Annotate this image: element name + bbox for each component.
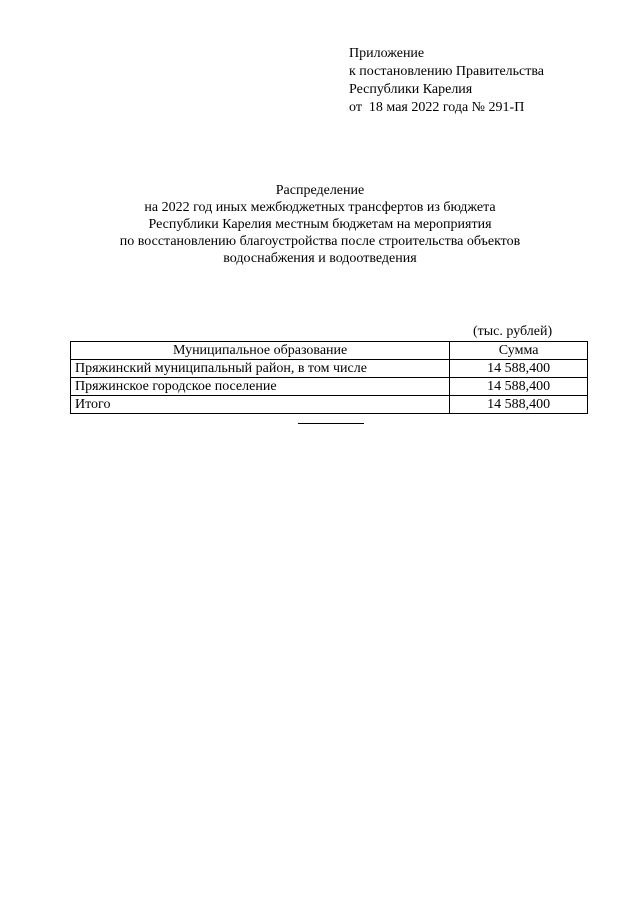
table-row-total bbox=[71, 396, 588, 414]
table-row bbox=[71, 360, 588, 378]
title-line-1: Распределение bbox=[275, 183, 365, 198]
title-line-3: Республики Карелия местным бюджетам на мероприятия bbox=[148, 217, 492, 232]
header-municipality: Муниципальное образование bbox=[71, 342, 450, 360]
annex-line-1: Приложение bbox=[349, 46, 425, 61]
distribution-table bbox=[70, 341, 588, 414]
row-municipality: Пряжинский муниципальный район, в том числе bbox=[71, 360, 450, 378]
annex-block bbox=[349, 45, 544, 117]
row-sum: 14 588,400 bbox=[450, 396, 588, 414]
title-line-4: по восстановлению благоустройства после строительства объектов bbox=[119, 234, 521, 249]
row-municipality: Итого bbox=[71, 396, 450, 414]
document-title bbox=[0, 182, 640, 267]
unit-note: (тыс. рублей) bbox=[473, 324, 553, 339]
header-sum: Сумма bbox=[450, 342, 588, 360]
table-header-row bbox=[71, 342, 588, 360]
row-municipality: Пряжинское городское поселение bbox=[71, 378, 450, 396]
row-sum: 14 588,400 bbox=[450, 360, 588, 378]
annex-line-3: Республики Карелия bbox=[349, 82, 473, 97]
table-row bbox=[71, 378, 588, 396]
end-divider bbox=[298, 423, 364, 424]
title-line-5: водоснабжения и водоотведения bbox=[223, 251, 417, 266]
title-line-2: на 2022 год иных межбюджетных трансфертов из бюджета bbox=[144, 200, 496, 215]
annex-line-2: к постановлению Правительства bbox=[349, 64, 545, 79]
row-sum: 14 588,400 bbox=[450, 378, 588, 396]
annex-line-4: от 18 мая 2022 года № 291-П bbox=[349, 100, 525, 115]
